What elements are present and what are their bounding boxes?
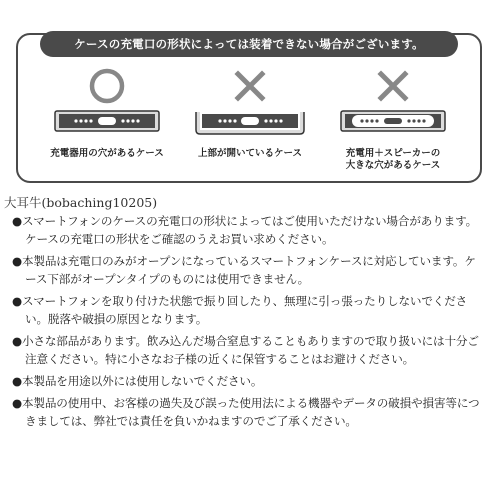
note-item: ●本製品は充電口のみがオープンになっているスマートフォンケースに対応しています。ケース下部がオープンタイプのものには使用できません。 [12,254,476,286]
ng-cross-icon [318,66,468,106]
case-charger-hole-illustration [32,110,182,140]
compat-item-open-top [175,66,325,160]
note-item: ●スマートフォンを取り付けた状態で振り回したり、無理に引っ張ったりしないでください。脱落や破損の原因となります。 [12,294,468,326]
watermark-text: 大耳牛(bobaching10205) [4,195,158,210]
compat-caption-line1: 充電用＋スピーカーの [345,148,441,159]
note-item: ●本製品を用途以外には使用しないでください。 [12,374,263,388]
ng-cross-icon [175,66,325,106]
compatibility-banner: ケースの充電口の形状によっては装着できない場合がございます。 [40,31,458,57]
case-open-top-illustration [175,110,325,140]
note-item: ●小さな部品があります。飲み込んだ場合窒息することもありますので取り扱いには十分ご注意ください。特に小さなお子様の近くに保管することはお避けください。 [12,334,479,366]
case-large-hole-illustration [318,110,468,140]
compat-item-large-hole [318,66,468,172]
compat-caption: 上部が開いているケース [197,148,303,159]
compat-caption: 充電器用の穴があるケース [50,148,164,159]
ok-circle-icon [32,66,182,106]
note-item: ●本製品の使用中、お客様の過失及び誤った使用法による機器やデータの破損や損害等につきましては、弊社では責任を負いかねますのでご了承ください。 [12,396,480,428]
compat-caption [318,148,468,172]
compat-item-charger-hole [32,66,182,160]
compat-caption-line2: 大きな穴があるケース [345,160,441,171]
caution-notes [12,212,482,434]
note-item: ●スマートフォンのケースの充電口の形状によってはご使用いただけない場合があります。ケースの充電口の形状をご確認のうえお買い求めください。 [12,214,478,246]
